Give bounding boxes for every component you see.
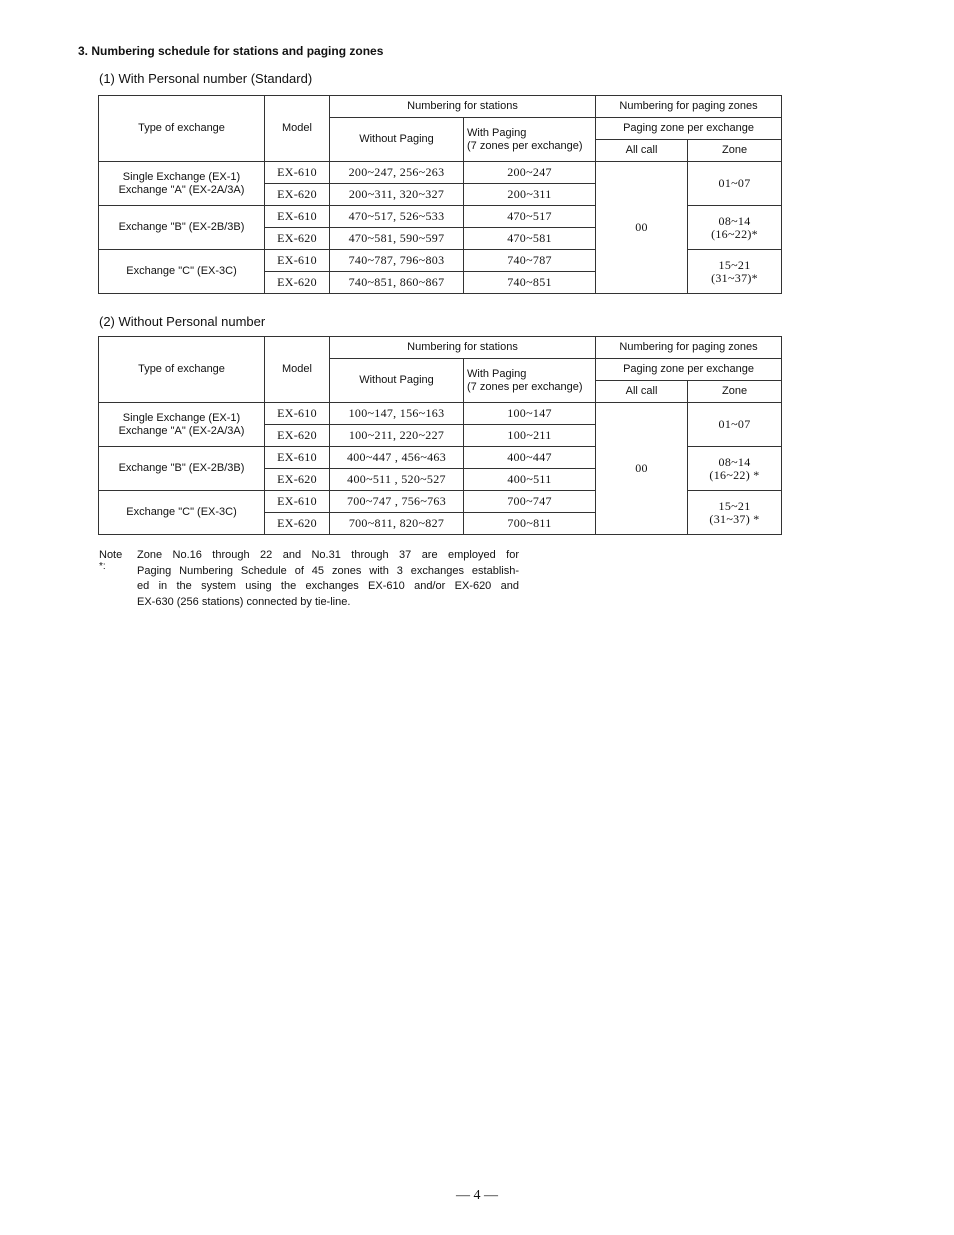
with-paging-cell: 740~851 <box>464 272 596 294</box>
header-with-paging-line1: With Paging <box>467 126 527 139</box>
model-cell: EX-610 <box>265 403 330 425</box>
zone-cell <box>688 250 782 294</box>
zone-cell <box>688 162 782 206</box>
type-cell: Exchange "B" (EX-2B/3B) <box>99 447 265 491</box>
model-cell: EX-610 <box>265 491 330 513</box>
model-cell: EX-610 <box>265 162 330 184</box>
note-label: Note <box>99 549 123 561</box>
type-cell: Exchange "C" (EX-3C) <box>99 250 265 294</box>
header-zone: Zone <box>688 140 782 162</box>
without-paging-cell: 200~247, 256~263 <box>330 162 464 184</box>
type-cell <box>99 403 265 447</box>
zone-value: 01~07 <box>718 417 751 431</box>
all-call-cell: 00 <box>596 162 688 294</box>
zone-value: 08~14 <box>718 213 751 228</box>
without-paging-cell: 740~851, 860~867 <box>330 272 464 294</box>
without-paging-cell: 740~787, 796~803 <box>330 250 464 272</box>
header-without-paging: Without Paging <box>330 118 464 162</box>
with-paging-cell: 100~147 <box>464 403 596 425</box>
zone-value: 15~21 <box>718 498 751 513</box>
model-cell: EX-610 <box>265 447 330 469</box>
note-asterisk: *: <box>99 561 106 572</box>
zone-value-secondary: (16~22)* <box>711 226 758 241</box>
header-with-paging-line2: (7 zones per exchange) <box>467 139 583 152</box>
type-cell: Exchange "C" (EX-3C) <box>99 491 265 535</box>
without-paging-cell: 100~147, 156~163 <box>330 403 464 425</box>
with-paging-cell: 700~811 <box>464 513 596 535</box>
type-line2: Exchange "A" (EX-2A/3A) <box>118 424 245 437</box>
type-cell <box>99 162 265 206</box>
header-with-paging-line1: With Paging <box>467 367 527 380</box>
note-line: Zone No.16 through 22 and No.31 through 37 are employed for <box>137 549 519 561</box>
with-paging-cell: 700~747 <box>464 491 596 513</box>
without-paging-cell: 400~511 , 520~527 <box>330 469 464 491</box>
without-paging-cell: 100~211, 220~227 <box>330 425 464 447</box>
header-model: Model <box>265 337 330 403</box>
type-line1: Single Exchange (EX-1) <box>122 411 241 424</box>
type-line2: Exchange "A" (EX-2A/3A) <box>118 183 245 196</box>
header-numbering-stations: Numbering for stations <box>330 337 596 359</box>
header-zone: Zone <box>688 381 782 403</box>
zone-cell <box>688 403 782 447</box>
with-paging-cell: 400~447 <box>464 447 596 469</box>
zone-value-secondary: (31~37) * <box>709 511 760 526</box>
table2 <box>98 336 782 535</box>
without-paging-cell: 200~311, 320~327 <box>330 184 464 206</box>
section-title: 3. Numbering schedule for stations and paging zones <box>78 44 384 58</box>
zone-cell <box>688 447 782 491</box>
table2-title: (2) Without Personal number <box>99 314 266 329</box>
note-line: ed in the system using the exchanges EX-610 and/or EX-620 and <box>137 580 519 592</box>
header-type: Type of exchange <box>99 96 265 162</box>
zone-value-secondary: (31~37)* <box>711 270 758 285</box>
all-call-cell: 00 <box>596 403 688 535</box>
with-paging-cell: 400~511 <box>464 469 596 491</box>
header-numbering-stations: Numbering for stations <box>330 96 596 118</box>
zone-value-secondary: (16~22) * <box>709 467 760 482</box>
model-cell: EX-620 <box>265 425 330 447</box>
zone-value: 01~07 <box>718 176 751 190</box>
footnote <box>99 548 519 610</box>
model-cell: EX-620 <box>265 272 330 294</box>
model-cell: EX-620 <box>265 469 330 491</box>
zone-value: 08~14 <box>718 454 751 469</box>
with-paging-cell: 100~211 <box>464 425 596 447</box>
with-paging-cell: 470~581 <box>464 228 596 250</box>
header-with-paging <box>464 359 596 403</box>
zone-cell <box>688 206 782 250</box>
header-type: Type of exchange <box>99 337 265 403</box>
table1-title: (1) With Personal number (Standard) <box>99 71 313 86</box>
with-paging-cell: 470~517 <box>464 206 596 228</box>
header-paging-zone: Paging zone per exchange <box>596 118 782 140</box>
header-paging-zone: Paging zone per exchange <box>596 359 782 381</box>
without-paging-cell: 470~581, 590~597 <box>330 228 464 250</box>
header-with-paging-line2: (7 zones per exchange) <box>467 380 583 393</box>
without-paging-cell: 700~747 , 756~763 <box>330 491 464 513</box>
with-paging-cell: 200~247 <box>464 162 596 184</box>
zone-cell <box>688 491 782 535</box>
model-cell: EX-620 <box>265 513 330 535</box>
header-numbering-paging: Numbering for paging zones <box>596 96 782 118</box>
without-paging-cell: 400~447 , 456~463 <box>330 447 464 469</box>
model-cell: EX-610 <box>265 250 330 272</box>
note-line: Paging Numbering Schedule of 45 zones with 3 exchanges establish- <box>137 564 519 577</box>
note-line: EX-630 (256 stations) connected by tie-line. <box>137 595 351 608</box>
with-paging-cell: 740~787 <box>464 250 596 272</box>
zone-value: 15~21 <box>718 257 751 272</box>
header-all-call: All call <box>596 140 688 162</box>
page-number: — 4 — <box>456 1188 498 1203</box>
note-text <box>137 548 519 610</box>
header-without-paging: Without Paging <box>330 359 464 403</box>
type-cell: Exchange "B" (EX-2B/3B) <box>99 206 265 250</box>
header-numbering-paging: Numbering for paging zones <box>596 337 782 359</box>
table1 <box>98 95 782 294</box>
without-paging-cell: 700~811, 820~827 <box>330 513 464 535</box>
without-paging-cell: 470~517, 526~533 <box>330 206 464 228</box>
model-cell: EX-610 <box>265 206 330 228</box>
type-line1: Single Exchange (EX-1) <box>122 170 241 183</box>
header-model: Model <box>265 96 330 162</box>
header-all-call: All call <box>596 381 688 403</box>
with-paging-cell: 200~311 <box>464 184 596 206</box>
model-cell: EX-620 <box>265 184 330 206</box>
header-with-paging <box>464 118 596 162</box>
model-cell: EX-620 <box>265 228 330 250</box>
